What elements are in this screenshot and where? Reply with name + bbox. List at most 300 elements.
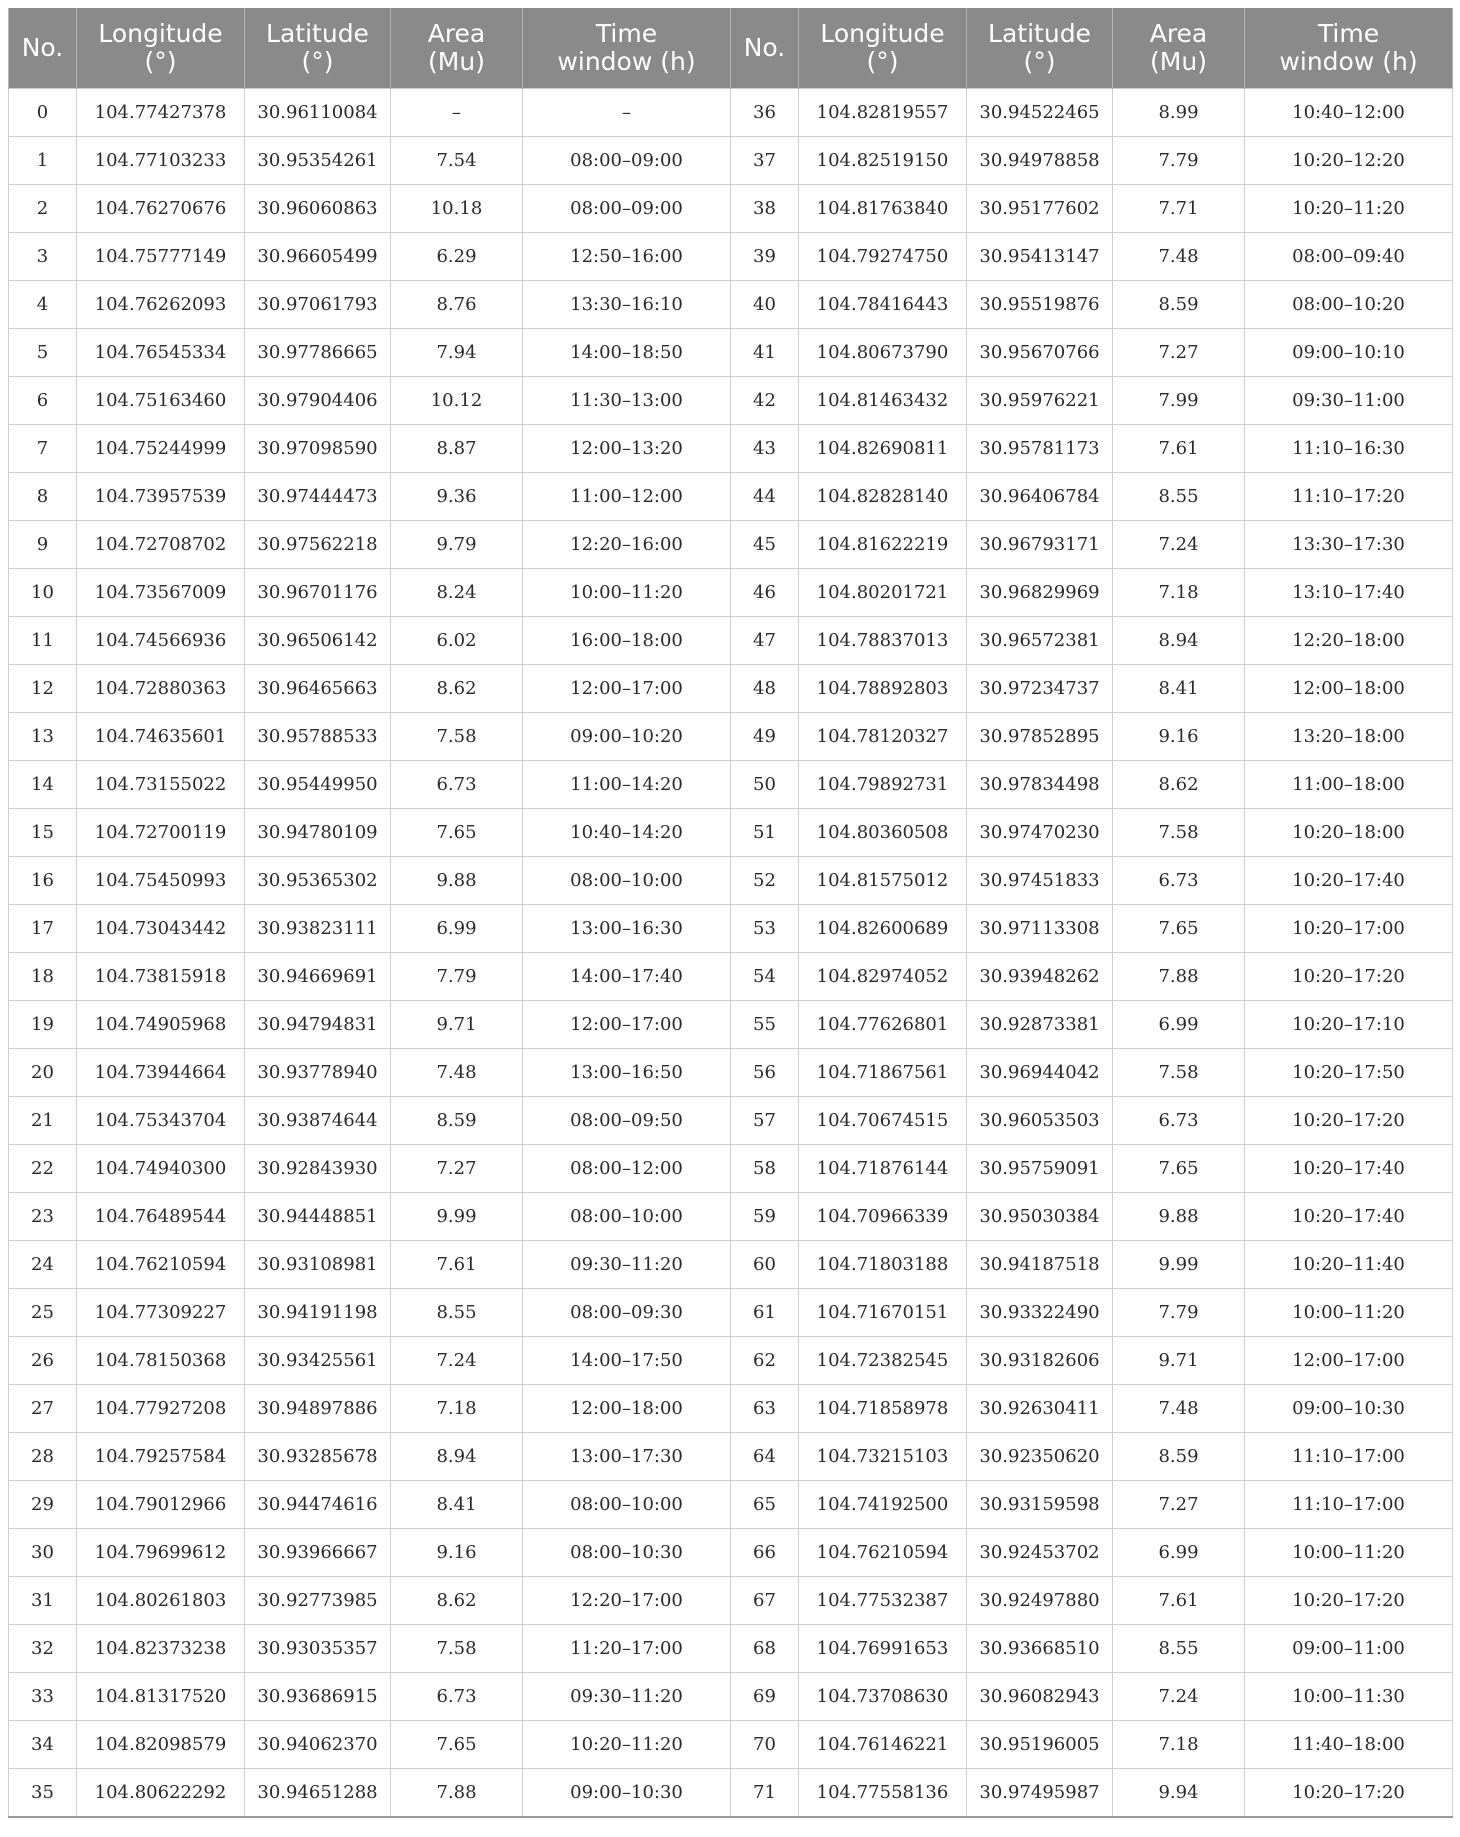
cell-time-window: 08:00–09:00 xyxy=(523,137,731,185)
table-row xyxy=(9,1433,1453,1481)
cell-area: 7.65 xyxy=(391,1721,523,1769)
cell-latitude: 30.95976221 xyxy=(967,377,1113,425)
header-row xyxy=(9,8,1453,89)
table-row xyxy=(9,1481,1453,1529)
cell-latitude: 30.93108981 xyxy=(245,1241,391,1289)
cell-time-window: 08:00–10:30 xyxy=(523,1529,731,1577)
cell-longitude: 104.79699612 xyxy=(77,1529,245,1577)
cell-longitude: 104.70674515 xyxy=(799,1097,967,1145)
header-line1: Time xyxy=(1317,19,1380,48)
table-row xyxy=(9,1289,1453,1337)
cell-no: 22 xyxy=(9,1145,77,1193)
table-row xyxy=(9,1001,1453,1049)
cell-area: 7.18 xyxy=(1113,569,1245,617)
cell-no: 24 xyxy=(9,1241,77,1289)
cell-longitude: 104.82828140 xyxy=(799,473,967,521)
cell-area: 7.65 xyxy=(1113,1145,1245,1193)
cell-time-window: 11:30–13:00 xyxy=(523,377,731,425)
cell-longitude: 104.70966339 xyxy=(799,1193,967,1241)
cell-latitude: 30.97904406 xyxy=(245,377,391,425)
cell-latitude: 30.93285678 xyxy=(245,1433,391,1481)
table-row xyxy=(9,1721,1453,1769)
cell-area: 7.99 xyxy=(1113,377,1245,425)
cell-area: 8.62 xyxy=(391,665,523,713)
cell-time-window: 12:00–17:00 xyxy=(523,665,731,713)
data-table-container xyxy=(8,8,1452,1818)
cell-latitude: 30.92873381 xyxy=(967,1001,1113,1049)
cell-time-window: 09:00–10:20 xyxy=(523,713,731,761)
cell-no: 48 xyxy=(731,665,799,713)
cell-no: 17 xyxy=(9,905,77,953)
table-row xyxy=(9,905,1453,953)
cell-latitude: 30.95788533 xyxy=(245,713,391,761)
cell-time-window: 08:00–09:00 xyxy=(523,185,731,233)
cell-time-window: 13:30–16:10 xyxy=(523,281,731,329)
cell-no: 12 xyxy=(9,665,77,713)
table-row xyxy=(9,1241,1453,1289)
cell-longitude: 104.75343704 xyxy=(77,1097,245,1145)
table-row xyxy=(9,665,1453,713)
header-line2: (Mu) xyxy=(428,47,485,76)
cell-area: 7.18 xyxy=(1113,1721,1245,1769)
header-line1: Area xyxy=(1149,19,1208,48)
cell-area: 9.99 xyxy=(391,1193,523,1241)
cell-longitude: 104.78892803 xyxy=(799,665,967,713)
cell-latitude: 30.92630411 xyxy=(967,1385,1113,1433)
cell-time-window: 08:00–10:00 xyxy=(523,857,731,905)
table-row xyxy=(9,569,1453,617)
cell-longitude: 104.77558136 xyxy=(799,1769,967,1818)
cell-no: 41 xyxy=(731,329,799,377)
cell-longitude: 104.82373238 xyxy=(77,1625,245,1673)
cell-longitude: 104.77532387 xyxy=(799,1577,967,1625)
cell-latitude: 30.95177602 xyxy=(967,185,1113,233)
cell-latitude: 30.97562218 xyxy=(245,521,391,569)
cell-latitude: 30.92350620 xyxy=(967,1433,1113,1481)
cell-longitude: 104.73155022 xyxy=(77,761,245,809)
cell-no: 62 xyxy=(731,1337,799,1385)
cell-no: 4 xyxy=(9,281,77,329)
cell-latitude: 30.93159598 xyxy=(967,1481,1113,1529)
cell-area: 8.41 xyxy=(1113,665,1245,713)
cell-latitude: 30.93686915 xyxy=(245,1673,391,1721)
cell-time-window: 11:10–16:30 xyxy=(1245,425,1453,473)
cell-longitude: 104.76146221 xyxy=(799,1721,967,1769)
cell-longitude: 104.81622219 xyxy=(799,521,967,569)
cell-longitude: 104.71867561 xyxy=(799,1049,967,1097)
cell-no: 25 xyxy=(9,1289,77,1337)
cell-longitude: 104.82819557 xyxy=(799,89,967,137)
cell-no: 6 xyxy=(9,377,77,425)
cell-longitude: 104.76210594 xyxy=(77,1241,245,1289)
cell-no: 64 xyxy=(731,1433,799,1481)
cell-area: 9.71 xyxy=(1113,1337,1245,1385)
cell-no: 23 xyxy=(9,1193,77,1241)
cell-latitude: 30.97061793 xyxy=(245,281,391,329)
cell-no: 44 xyxy=(731,473,799,521)
cell-latitude: 30.95413147 xyxy=(967,233,1113,281)
cell-area: 7.71 xyxy=(1113,185,1245,233)
cell-no: 60 xyxy=(731,1241,799,1289)
cell-longitude: 104.73957539 xyxy=(77,473,245,521)
cell-area: 7.65 xyxy=(391,809,523,857)
cell-area: 8.41 xyxy=(391,1481,523,1529)
header-area-right xyxy=(1113,8,1245,89)
cell-latitude: 30.96110084 xyxy=(245,89,391,137)
cell-area: 6.73 xyxy=(391,1673,523,1721)
header-line1: Area xyxy=(427,19,486,48)
cell-time-window: 08:00–09:50 xyxy=(523,1097,731,1145)
cell-time-window: 09:00–11:00 xyxy=(1245,1625,1453,1673)
cell-area: 6.73 xyxy=(391,761,523,809)
cell-area: 7.79 xyxy=(1113,137,1245,185)
cell-area: 7.27 xyxy=(391,1145,523,1193)
cell-time-window: 10:20–17:20 xyxy=(1245,953,1453,1001)
cell-no: 57 xyxy=(731,1097,799,1145)
header-line1: Latitude xyxy=(988,19,1091,48)
cell-area: 7.18 xyxy=(391,1385,523,1433)
cell-area: 6.73 xyxy=(1113,857,1245,905)
cell-longitude: 104.75777149 xyxy=(77,233,245,281)
cell-area: 6.73 xyxy=(1113,1097,1245,1145)
cell-time-window: 10:20–17:20 xyxy=(1245,1577,1453,1625)
cell-area: 7.48 xyxy=(391,1049,523,1097)
cell-time-window: 13:00–16:50 xyxy=(523,1049,731,1097)
cell-longitude: 104.80360508 xyxy=(799,809,967,857)
cell-time-window: 14:00–17:50 xyxy=(523,1337,731,1385)
cell-area: 7.27 xyxy=(1113,1481,1245,1529)
cell-no: 5 xyxy=(9,329,77,377)
cell-no: 14 xyxy=(9,761,77,809)
table-row xyxy=(9,233,1453,281)
cell-no: 42 xyxy=(731,377,799,425)
cell-time-window: 12:00–17:00 xyxy=(1245,1337,1453,1385)
cell-longitude: 104.73043442 xyxy=(77,905,245,953)
cell-area: 7.88 xyxy=(1113,953,1245,1001)
cell-time-window: 11:10–17:00 xyxy=(1245,1481,1453,1529)
cell-area: 8.62 xyxy=(391,1577,523,1625)
table-row xyxy=(9,1193,1453,1241)
cell-latitude: 30.96406784 xyxy=(967,473,1113,521)
cell-no: 21 xyxy=(9,1097,77,1145)
cell-latitude: 30.95781173 xyxy=(967,425,1113,473)
cell-area: 8.94 xyxy=(1113,617,1245,665)
cell-time-window: 09:00–10:30 xyxy=(1245,1385,1453,1433)
cell-longitude: 104.78416443 xyxy=(799,281,967,329)
cell-longitude: 104.76545334 xyxy=(77,329,245,377)
cell-area: 7.58 xyxy=(1113,809,1245,857)
cell-area: 7.24 xyxy=(1113,1673,1245,1721)
cell-longitude: 104.82519150 xyxy=(799,137,967,185)
cell-no: 50 xyxy=(731,761,799,809)
cell-latitude: 30.97834498 xyxy=(967,761,1113,809)
cell-area: 9.36 xyxy=(391,473,523,521)
cell-area: 8.55 xyxy=(1113,473,1245,521)
cell-longitude: 104.81463432 xyxy=(799,377,967,425)
table-row xyxy=(9,281,1453,329)
cell-no: 30 xyxy=(9,1529,77,1577)
cell-time-window: 10:20–17:00 xyxy=(1245,905,1453,953)
cell-latitude: 30.95365302 xyxy=(245,857,391,905)
table-row xyxy=(9,761,1453,809)
cell-no: 71 xyxy=(731,1769,799,1818)
cell-no: 45 xyxy=(731,521,799,569)
cell-longitude: 104.73815918 xyxy=(77,953,245,1001)
header-latitude-left xyxy=(245,8,391,89)
cell-area: 9.94 xyxy=(1113,1769,1245,1818)
cell-latitude: 30.92843930 xyxy=(245,1145,391,1193)
cell-longitude: 104.72700119 xyxy=(77,809,245,857)
cell-time-window: 12:50–16:00 xyxy=(523,233,731,281)
cell-time-window: 10:00–11:20 xyxy=(523,569,731,617)
cell-time-window: 08:00–09:30 xyxy=(523,1289,731,1337)
cell-longitude: 104.72382545 xyxy=(799,1337,967,1385)
cell-longitude: 104.79257584 xyxy=(77,1433,245,1481)
cell-area: 7.48 xyxy=(1113,233,1245,281)
cell-area: 6.99 xyxy=(1113,1529,1245,1577)
cell-time-window: 14:00–18:50 xyxy=(523,329,731,377)
table-header xyxy=(9,8,1453,89)
cell-longitude: 104.79892731 xyxy=(799,761,967,809)
cell-time-window: 10:20–12:20 xyxy=(1245,137,1453,185)
cell-area: 6.02 xyxy=(391,617,523,665)
cell-area: 7.27 xyxy=(1113,329,1245,377)
cell-longitude: 104.77309227 xyxy=(77,1289,245,1337)
cell-longitude: 104.80201721 xyxy=(799,569,967,617)
cell-no: 33 xyxy=(9,1673,77,1721)
cell-area: 8.59 xyxy=(391,1097,523,1145)
cell-longitude: 104.71803188 xyxy=(799,1241,967,1289)
cell-latitude: 30.93035357 xyxy=(245,1625,391,1673)
cell-longitude: 104.77103233 xyxy=(77,137,245,185)
cell-latitude: 30.96060863 xyxy=(245,185,391,233)
cell-longitude: 104.76991653 xyxy=(799,1625,967,1673)
cell-time-window: – xyxy=(523,89,731,137)
cell-time-window: 09:00–10:10 xyxy=(1245,329,1453,377)
cell-time-window: 08:00–10:00 xyxy=(523,1481,731,1529)
cell-latitude: 30.95670766 xyxy=(967,329,1113,377)
cell-latitude: 30.95030384 xyxy=(967,1193,1113,1241)
cell-no: 10 xyxy=(9,569,77,617)
cell-area: 6.99 xyxy=(391,905,523,953)
header-line2: (°) xyxy=(301,47,334,76)
table-row xyxy=(9,377,1453,425)
cell-no: 31 xyxy=(9,1577,77,1625)
cell-area: 9.71 xyxy=(391,1001,523,1049)
cell-longitude: 104.76270676 xyxy=(77,185,245,233)
cell-latitude: 30.97470230 xyxy=(967,809,1113,857)
cell-time-window: 12:20–17:00 xyxy=(523,1577,731,1625)
cell-latitude: 30.96605499 xyxy=(245,233,391,281)
cell-time-window: 09:30–11:20 xyxy=(523,1673,731,1721)
cell-time-window: 10:40–14:20 xyxy=(523,809,731,857)
cell-latitude: 30.94651288 xyxy=(245,1769,391,1818)
cell-longitude: 104.71858978 xyxy=(799,1385,967,1433)
header-line2: (°) xyxy=(1023,47,1056,76)
header-area-left xyxy=(391,8,523,89)
table-body xyxy=(9,89,1453,1818)
cell-longitude: 104.80622292 xyxy=(77,1769,245,1818)
cell-area: 10.18 xyxy=(391,185,523,233)
cell-longitude: 104.76210594 xyxy=(799,1529,967,1577)
cell-no: 40 xyxy=(731,281,799,329)
cell-longitude: 104.72880363 xyxy=(77,665,245,713)
cell-longitude: 104.73215103 xyxy=(799,1433,967,1481)
cell-longitude: 104.80261803 xyxy=(77,1577,245,1625)
cell-longitude: 104.74566936 xyxy=(77,617,245,665)
cell-no: 39 xyxy=(731,233,799,281)
cell-no: 43 xyxy=(731,425,799,473)
cell-latitude: 30.94191198 xyxy=(245,1289,391,1337)
cell-no: 51 xyxy=(731,809,799,857)
cell-area: – xyxy=(391,89,523,137)
cell-longitude: 104.77927208 xyxy=(77,1385,245,1433)
table-row xyxy=(9,809,1453,857)
cell-area: 8.55 xyxy=(1113,1625,1245,1673)
header-time-window-left xyxy=(523,8,731,89)
cell-area: 8.62 xyxy=(1113,761,1245,809)
cell-longitude: 104.74192500 xyxy=(799,1481,967,1529)
header-line2: (°) xyxy=(144,47,177,76)
cell-no: 47 xyxy=(731,617,799,665)
cell-area: 7.24 xyxy=(391,1337,523,1385)
cell-area: 9.16 xyxy=(391,1529,523,1577)
cell-latitude: 30.96793171 xyxy=(967,521,1113,569)
table-row xyxy=(9,1529,1453,1577)
cell-area: 6.99 xyxy=(1113,1001,1245,1049)
cell-latitude: 30.97113308 xyxy=(967,905,1113,953)
cell-time-window: 10:20–17:20 xyxy=(1245,1769,1453,1818)
cell-no: 58 xyxy=(731,1145,799,1193)
table-row xyxy=(9,617,1453,665)
cell-time-window: 08:00–10:20 xyxy=(1245,281,1453,329)
table-row xyxy=(9,89,1453,137)
cell-time-window: 12:20–16:00 xyxy=(523,521,731,569)
cell-latitude: 30.96053503 xyxy=(967,1097,1113,1145)
cell-longitude: 104.73944664 xyxy=(77,1049,245,1097)
cell-area: 7.58 xyxy=(391,1625,523,1673)
cell-time-window: 14:00–17:40 xyxy=(523,953,731,1001)
cell-area: 7.61 xyxy=(1113,1577,1245,1625)
header-time-window-right xyxy=(1245,8,1453,89)
cell-no: 55 xyxy=(731,1001,799,1049)
cell-no: 32 xyxy=(9,1625,77,1673)
cell-area: 9.88 xyxy=(1113,1193,1245,1241)
cell-latitude: 30.96829969 xyxy=(967,569,1113,617)
cell-longitude: 104.78150368 xyxy=(77,1337,245,1385)
cell-area: 7.65 xyxy=(1113,905,1245,953)
cell-no: 13 xyxy=(9,713,77,761)
cell-no: 53 xyxy=(731,905,799,953)
table-row xyxy=(9,1385,1453,1433)
header-line2: (°) xyxy=(866,47,899,76)
cell-time-window: 13:00–16:30 xyxy=(523,905,731,953)
cell-time-window: 09:30–11:00 xyxy=(1245,377,1453,425)
table-row xyxy=(9,1145,1453,1193)
header-no-left xyxy=(9,8,77,89)
cell-no: 0 xyxy=(9,89,77,137)
cell-time-window: 12:20–18:00 xyxy=(1245,617,1453,665)
cell-no: 15 xyxy=(9,809,77,857)
cell-longitude: 104.80673790 xyxy=(799,329,967,377)
cell-no: 54 xyxy=(731,953,799,1001)
cell-latitude: 30.93874644 xyxy=(245,1097,391,1145)
cell-area: 7.61 xyxy=(1113,425,1245,473)
table-row xyxy=(9,953,1453,1001)
cell-no: 27 xyxy=(9,1385,77,1433)
cell-latitude: 30.96082943 xyxy=(967,1673,1113,1721)
cell-no: 69 xyxy=(731,1673,799,1721)
cell-no: 1 xyxy=(9,137,77,185)
table-row xyxy=(9,1049,1453,1097)
cell-time-window: 09:30–11:20 xyxy=(523,1241,731,1289)
cell-longitude: 104.74635601 xyxy=(77,713,245,761)
cell-area: 7.58 xyxy=(391,713,523,761)
cell-area: 8.59 xyxy=(1113,281,1245,329)
cell-latitude: 30.92773985 xyxy=(245,1577,391,1625)
cell-no: 26 xyxy=(9,1337,77,1385)
table-row xyxy=(9,521,1453,569)
cell-no: 2 xyxy=(9,185,77,233)
cell-latitude: 30.95449950 xyxy=(245,761,391,809)
table-row xyxy=(9,1769,1453,1818)
cell-time-window: 10:20–17:50 xyxy=(1245,1049,1453,1097)
cell-time-window: 09:00–10:30 xyxy=(523,1769,731,1818)
cell-latitude: 30.93668510 xyxy=(967,1625,1113,1673)
cell-no: 34 xyxy=(9,1721,77,1769)
cell-longitude: 104.74940300 xyxy=(77,1145,245,1193)
cell-latitude: 30.97852895 xyxy=(967,713,1113,761)
cell-longitude: 104.75163460 xyxy=(77,377,245,425)
header-no-right xyxy=(731,8,799,89)
cell-time-window: 10:20–18:00 xyxy=(1245,809,1453,857)
cell-area: 8.99 xyxy=(1113,89,1245,137)
cell-area: 8.87 xyxy=(391,425,523,473)
cell-no: 18 xyxy=(9,953,77,1001)
cell-no: 65 xyxy=(731,1481,799,1529)
cell-no: 67 xyxy=(731,1577,799,1625)
cell-time-window: 12:00–17:00 xyxy=(523,1001,731,1049)
cell-longitude: 104.77626801 xyxy=(799,1001,967,1049)
cell-no: 37 xyxy=(731,137,799,185)
cell-time-window: 11:00–14:20 xyxy=(523,761,731,809)
cell-no: 52 xyxy=(731,857,799,905)
cell-area: 10.12 xyxy=(391,377,523,425)
table-row xyxy=(9,713,1453,761)
cell-latitude: 30.94474616 xyxy=(245,1481,391,1529)
cell-area: 7.48 xyxy=(1113,1385,1245,1433)
header-line1: No. xyxy=(21,33,64,62)
cell-latitude: 30.94187518 xyxy=(967,1241,1113,1289)
table-row xyxy=(9,1625,1453,1673)
cell-area: 8.59 xyxy=(1113,1433,1245,1481)
cell-time-window: 11:10–17:20 xyxy=(1245,473,1453,521)
cell-time-window: 08:00–09:40 xyxy=(1245,233,1453,281)
cell-time-window: 13:20–18:00 xyxy=(1245,713,1453,761)
cell-time-window: 10:00–11:20 xyxy=(1245,1529,1453,1577)
cell-area: 8.24 xyxy=(391,569,523,617)
cell-no: 28 xyxy=(9,1433,77,1481)
cell-longitude: 104.81575012 xyxy=(799,857,967,905)
cell-time-window: 11:10–17:00 xyxy=(1245,1433,1453,1481)
cell-latitude: 30.93778940 xyxy=(245,1049,391,1097)
table-row xyxy=(9,1577,1453,1625)
cell-no: 38 xyxy=(731,185,799,233)
cell-longitude: 104.79012966 xyxy=(77,1481,245,1529)
cell-latitude: 30.94794831 xyxy=(245,1001,391,1049)
cell-area: 9.16 xyxy=(1113,713,1245,761)
cell-time-window: 16:00–18:00 xyxy=(523,617,731,665)
